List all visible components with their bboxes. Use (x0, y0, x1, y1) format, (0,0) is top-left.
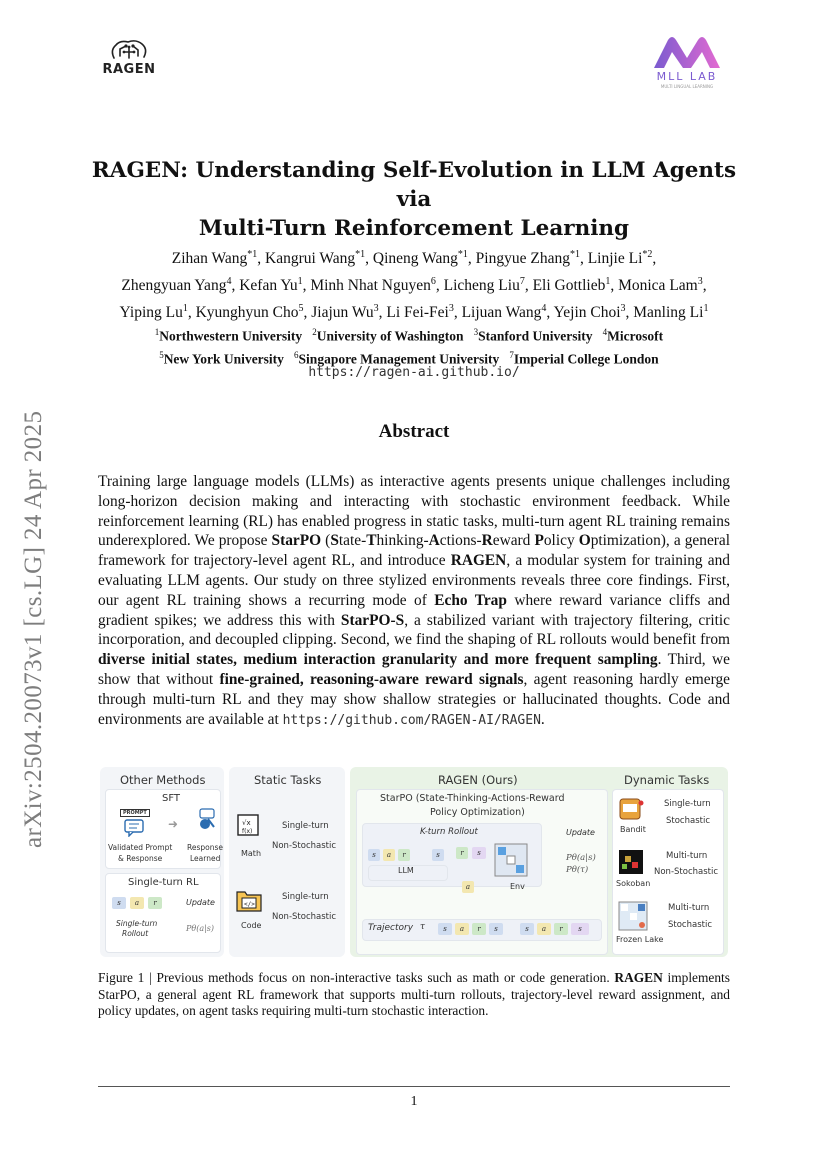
frozen-lake-icon (618, 901, 648, 931)
mll-lab-text: MLL LAB (656, 70, 718, 83)
affiliation-list (90, 323, 738, 368)
bandit-label: Bandit (620, 825, 646, 834)
prompt-tag: PROMPT (120, 809, 150, 817)
llm-label: LLM (398, 866, 414, 875)
policy-fn-label: Pθ(a|s) (186, 924, 215, 933)
abstract-text: , agent reasoning hardly emerge through multi-turn RL and they may show shallow strategies or hallucinated thoughts. Code and environments are available at (98, 670, 730, 728)
author-affiliation-mark: 3 (620, 303, 626, 315)
acronym-letter: A (428, 532, 440, 550)
arrow-right-icon: ➜ (168, 817, 179, 831)
stochastic-frozen-label: Stochastic (668, 920, 712, 930)
affiliation-mark: 3 (473, 327, 479, 337)
single-turn-rl-label: Single-turn RL (128, 877, 199, 888)
tau-symbol: τ (420, 922, 425, 932)
abstract-text: ( (321, 532, 331, 550)
author: Lijuan Wang (461, 304, 542, 322)
abstract-text: ptimization), a general framework for trajectory-level agent RL, and introduce (98, 532, 731, 570)
author-affiliation-mark: 3 (448, 303, 454, 315)
acronym-letter: S (330, 532, 339, 550)
code-url-link[interactable]: https://github.com/RAGEN-AI/RAGEN (282, 712, 541, 728)
title-line-2: Multi-Turn Reinforcement Learning (198, 216, 630, 241)
mll-lab-subtext: MULTI LINGUAL LEARNING (660, 84, 714, 89)
author-affiliation-mark: 1 (605, 276, 611, 288)
author: Licheng Liu (443, 277, 520, 295)
ragen-logo (100, 38, 158, 78)
author: Kangrui Wang (265, 250, 356, 268)
author: Yiping Lu (119, 304, 183, 322)
svg-text:√x: √x (242, 819, 251, 827)
author: Linjie Li (587, 250, 643, 268)
chat-icon (124, 819, 144, 837)
svg-text:</>: </> (244, 901, 255, 908)
author-affiliation-mark: *1 (569, 249, 580, 260)
mll-m-icon (646, 34, 728, 72)
affiliation-mark: 5 (159, 349, 164, 360)
code-label: Code (241, 921, 262, 930)
action-token: a (455, 923, 469, 935)
author: Jiajun Wu (311, 304, 374, 322)
k-turn-rollout-label: K-turn Rollout (420, 827, 478, 837)
abstract-text: where reward variance cliffs and gradient spikes; we address this with (98, 591, 730, 629)
paper-title (80, 156, 748, 243)
other-methods-heading: Other Methods (120, 773, 206, 787)
acronym-letter: O (578, 532, 591, 550)
sokoban-icon (618, 849, 644, 875)
acronym-letter: P (534, 532, 544, 550)
grid-env-icon (494, 843, 528, 877)
arxiv-stamp: arXiv:2504.20073v1 [cs.LG] 24 Apr 2025 (20, 410, 47, 848)
abstract-text: . (540, 710, 545, 728)
author-affiliation-mark: *1 (355, 249, 366, 260)
caption-text: implements StarPO, a general agent RL framework that supports multi-turn rollouts, trajectory-level reward assignment, and policy updates, on agent tasks requiring multi-turn stochastic interaction. (98, 970, 730, 1018)
author-affiliation-mark: *1 (247, 249, 258, 260)
state-token: s (472, 847, 486, 859)
action-token: a (130, 897, 144, 909)
finding-term: fine-grained, reasoning-aware reward signals (219, 670, 524, 688)
state-token: s (571, 923, 589, 935)
state-token: s (432, 849, 444, 861)
mll-lab-logo (646, 34, 728, 90)
author: Zihan Wang (171, 250, 248, 268)
affiliation-mark: 6 (294, 349, 299, 360)
starpo-title-line-1: StarPO (State-Thinking-Actions-Reward (380, 793, 565, 804)
author-affiliation-mark: 6 (430, 276, 436, 288)
starpo-s-term: StarPO-S (340, 611, 405, 629)
author-affiliation-mark: 4 (541, 303, 547, 315)
author-affiliation-mark: 1 (703, 303, 709, 315)
acronym-letter: T (366, 532, 377, 550)
footer-rule (98, 1086, 730, 1087)
sokoban-label: Sokoban (616, 879, 651, 888)
abstract-text: , a stabilized variant with trajectory filtering, critic incorporation, and decoupled clipping. Second, we find the shaping of RL rollouts would benefit from (98, 611, 730, 649)
reward-token: r (398, 849, 410, 861)
ragen-ours-heading: RAGEN (Ours) (438, 773, 518, 787)
policy-tau-label: Pθ(τ) (566, 865, 589, 875)
acronym-letter: R (481, 532, 493, 550)
single-turn-bandit-label: Single-turn (664, 799, 711, 809)
math-book-icon (236, 813, 262, 837)
state-token: s (520, 923, 534, 935)
trajectory-label: Trajectory (368, 923, 414, 933)
and-response-label: & Response (118, 854, 163, 863)
svg-text:f(x): f(x) (242, 828, 253, 835)
figure-caption (98, 970, 730, 1020)
author: Li Fei-Fei (386, 304, 449, 322)
affiliation-name: Singapore Management University (298, 351, 500, 366)
author: Manling Li (633, 304, 704, 322)
single-turn-label-code: Single-turn (282, 892, 329, 902)
ragen-term: RAGEN (450, 552, 507, 570)
policy-a-label: Pθ(a|s) (566, 853, 596, 863)
rollout-label: Rollout (122, 929, 149, 938)
action-token: a (383, 849, 395, 861)
state-token: s (438, 923, 452, 935)
validated-label: Validated Prompt (108, 843, 173, 852)
dynamic-tasks-heading: Dynamic Tasks (624, 773, 710, 787)
affiliation-name: Northwestern University (159, 328, 303, 344)
affiliation-name: New York University (163, 351, 284, 366)
author: Kyunghyun Cho (195, 304, 299, 322)
project-url-link[interactable]: https://ragen-ai.github.io/ (308, 365, 520, 380)
single-turn-rollout-label: Single-turn (116, 919, 158, 928)
starpo-title-line-2: Policy Optimization) (430, 807, 525, 818)
affiliation-mark: 7 (509, 349, 514, 360)
code-folder-icon (235, 887, 263, 913)
frozen-lake-label: Frozen Lake (616, 935, 664, 944)
author-affiliation-mark: 1 (182, 303, 188, 315)
author: Yejin Choi (553, 304, 621, 322)
non-stochastic-sokoban-label: Non-Stochastic (654, 867, 719, 877)
author: Eli Gottlieb (532, 277, 606, 295)
reward-token: r (148, 897, 162, 909)
author-affiliation-mark: 1 (297, 276, 303, 288)
abstract-text: eward (492, 532, 535, 550)
non-stochastic-label-code: Non-Stochastic (272, 912, 337, 922)
non-stochastic-label-math: Non-Stochastic (272, 841, 337, 851)
abstract-text: ctions- (439, 532, 482, 550)
author-affiliation-mark: 4 (226, 276, 232, 288)
author-list: Zihan Wang$^{*1}$, Kangrui Wang$^{*1}$, Qineng Wang$^{*1}$, Pingyue Zhang$^{*1}$, Linjie Li$^{*2}$, Zhengyuan Yang$^4$, Kefan Yu$^1$, Minh Nhat Nguyen$^6$, Licheng Liu$^7$, Eli Gottlieb$^1$, Monica Lam$^3$, Yiping Lu$^1$, Kyunghyun Cho$^5$, Jiajun Wu$^3$, Li Fei-Fei$^3$, Lijuan Wang$^4$, Yejin Choi$^3$, Manling Li$^1$ (119, 249, 709, 322)
multi-turn-frozen-label: Multi-turn (668, 903, 710, 913)
affiliation-name: Microsoft (607, 328, 664, 344)
author-affiliation-mark: 7 (519, 276, 525, 288)
caption-text: Previous methods focus on non-interactive tasks such as math or code generation. (156, 970, 615, 985)
author: Kefan Yu (239, 277, 298, 295)
action-token: a (537, 923, 551, 935)
affiliation-name: Imperial College London (513, 351, 659, 366)
response-label: Response (187, 843, 224, 852)
slot-machine-icon (618, 795, 644, 821)
affiliation-mark: 4 (602, 327, 608, 337)
author: Zhengyuan Yang (121, 277, 227, 295)
author-affiliation-mark: *1 (457, 249, 468, 260)
static-tasks-heading: Static Tasks (254, 773, 322, 787)
abstract-text: . Third, we show that without (98, 651, 730, 688)
abstract-text: tate- (338, 532, 367, 550)
abstract-text: Training large language models (LLMs) as interactive agents presents unique challenges including long-horizon decision making and interacting with stochastic environment feedback. While reinforcement learning (RL) has enabled progress in static tasks, multi-turn agent RL training remains underexplored. We propose (98, 473, 730, 550)
title-line-1: RAGEN: Understanding Self-Evolution in LLM Agents via (91, 158, 737, 212)
abstract-text: , a modular system for training and evaluating LLM agents. Our study on three stylized environments reveals three core findings. First, our agent RL training shows a recurring mode of (98, 552, 730, 609)
page-number: 1 (410, 1094, 418, 1109)
abstract-heading: Abstract (378, 421, 450, 442)
stochastic-bandit-label: Stochastic (666, 816, 710, 826)
caption-label: Figure 1 | (98, 970, 157, 985)
reward-token: r (472, 923, 486, 935)
echo-trap-term: Echo Trap (434, 591, 507, 609)
state-token: s (112, 897, 126, 909)
affiliation-name: Stanford University (478, 328, 593, 344)
author-affiliation-mark: 3 (373, 303, 379, 315)
finding-term: diverse initial states, medium interaction granularity and more frequent sampling (98, 651, 658, 669)
figure-1 (100, 767, 728, 957)
learned-label: Learned (190, 854, 221, 863)
affiliation-mark: 2 (312, 327, 317, 337)
affiliation-mark: 1 (154, 327, 160, 337)
action-token: a (462, 881, 474, 893)
author-affiliation-mark: 3 (697, 276, 703, 288)
author: Qineng Wang (372, 250, 458, 268)
multi-turn-sokoban-label: Multi-turn (666, 851, 708, 861)
abstract-body (98, 472, 730, 730)
caption-ragen-term: RAGEN (614, 970, 663, 985)
state-token: s (489, 923, 503, 935)
ragen-logo-text: RAGEN (102, 62, 156, 77)
author: Monica Lam (618, 277, 698, 295)
state-token: s (368, 849, 380, 861)
math-label: Math (241, 849, 262, 858)
brain-circuit-icon (108, 38, 150, 62)
reward-token: r (554, 923, 568, 935)
env-label: Env (510, 882, 525, 891)
update2-label: Update (566, 828, 595, 837)
author-affiliation-mark: *2 (642, 249, 653, 260)
abstract-text: olicy (543, 532, 579, 550)
author-affiliation-mark: 5 (298, 303, 304, 315)
reward-token: r (456, 847, 468, 859)
affiliation-name: University of Washington (316, 328, 464, 344)
abstract-text: hinking- (376, 532, 429, 550)
affiliation-line-1 (90, 323, 738, 346)
update-label: Update (186, 898, 215, 907)
author: Pingyue Zhang (475, 250, 570, 268)
starpo-term: StarPO (271, 532, 322, 550)
learner-icon (196, 807, 218, 831)
sft-label: SFT (162, 793, 181, 804)
author: Minh Nhat Nguyen (310, 277, 431, 295)
single-turn-label-math: Single-turn (282, 821, 329, 831)
